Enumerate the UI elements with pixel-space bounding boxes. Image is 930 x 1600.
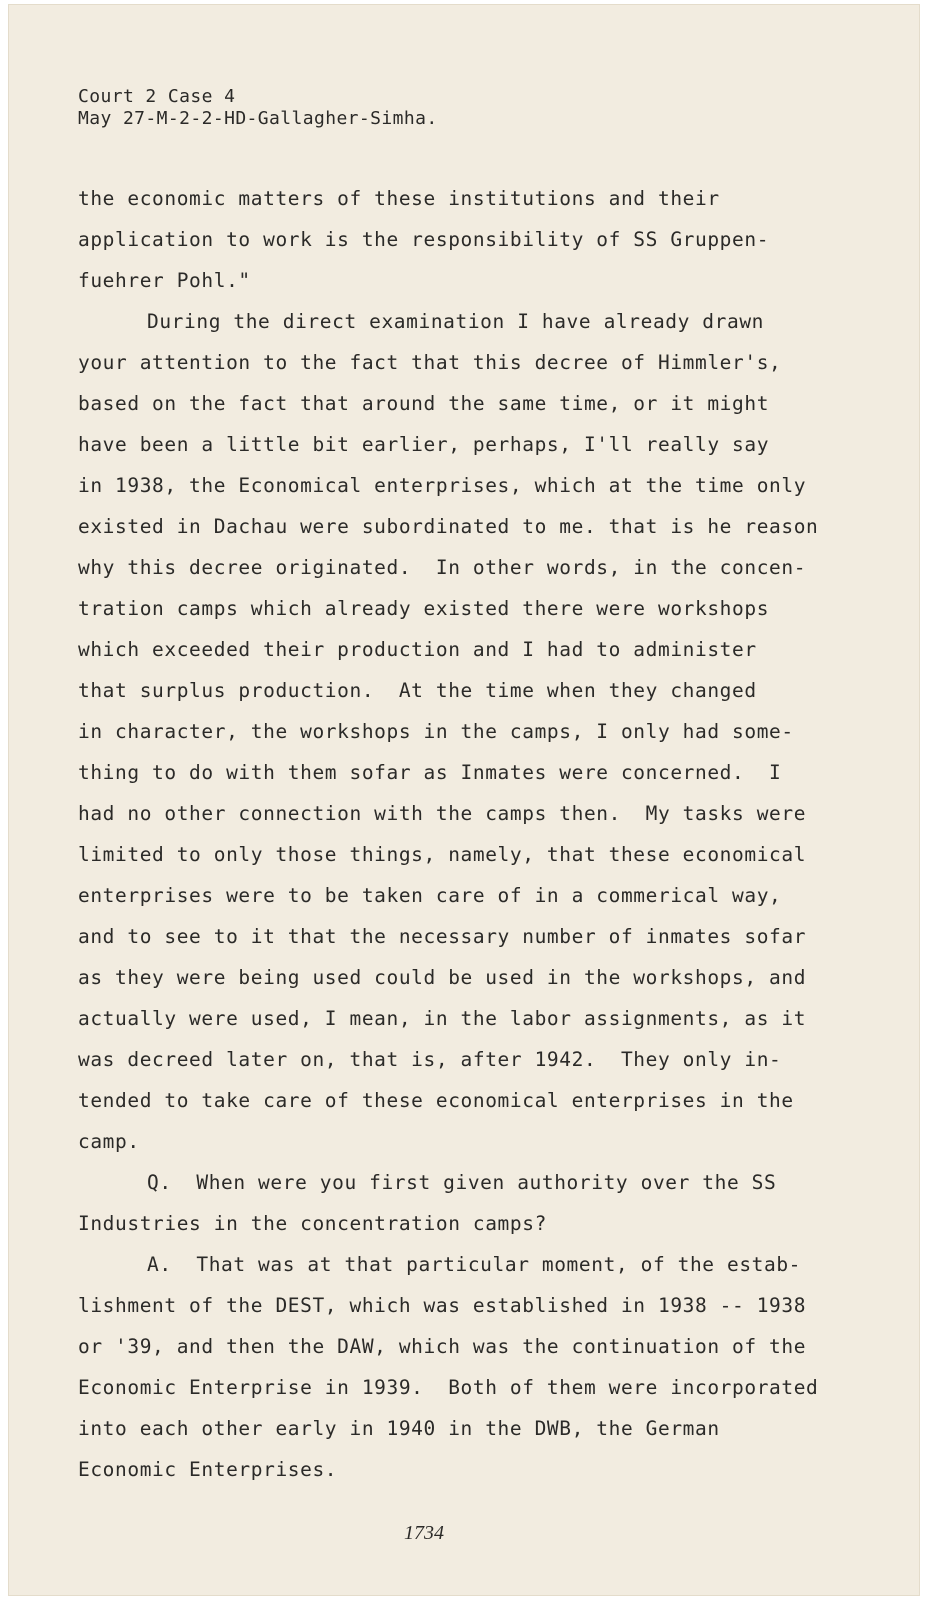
answer-line: Economic Enterprise in 1939. Both of them were incorporated — [78, 1376, 819, 1399]
body-line: had no other connection with the camps then. My tasks were — [78, 802, 807, 825]
answer-line: Economic Enterprises. — [78, 1458, 338, 1481]
body-line: have been a little bit earlier, perhaps, I'll really say — [78, 433, 770, 456]
body-line: why this decree originated. In other words, in the concen- — [78, 556, 807, 579]
body-line: fuehrer Pohl." — [78, 269, 251, 292]
answer-line: A. That was at that particular moment, of the estab- — [147, 1253, 802, 1276]
body-line: that surplus production. At the time when they changed — [78, 679, 757, 702]
question-line: Q. When were you first given authority over the SS — [147, 1171, 777, 1194]
body-line: existed in Dachau were subordinated to me. that is he reason — [78, 515, 819, 538]
body-line: as they were being used could be used in the workshops, and — [78, 966, 807, 989]
body-line: your attention to the fact that this decree of Himmler's, — [78, 351, 782, 374]
body-line: tration camps which already existed there were workshops — [78, 597, 770, 620]
body-line: thing to do with them sofar as Inmates were concerned. I — [78, 761, 782, 784]
page-number: 1734 — [404, 1522, 444, 1544]
answer-line: into each other early in 1940 in the DWB, the German — [78, 1417, 720, 1440]
answer-line: lishment of the DEST, which was established in 1938 -- 1938 — [78, 1294, 807, 1317]
body-line: During the direct examination I have already drawn — [147, 310, 764, 333]
body-line: was decreed later on, that is, after 1942. They only in- — [78, 1048, 782, 1071]
body-line: actually were used, I mean, in the labor assignments, as it — [78, 1007, 807, 1030]
body-line: enterprises were to be taken care of in a commerical way, — [78, 884, 782, 907]
body-line: camp. — [78, 1130, 140, 1153]
body-line: in 1938, the Economical enterprises, which at the time only — [78, 474, 807, 497]
answer-line: or '39, and then the DAW, which was the continuation of the — [78, 1335, 807, 1358]
body-line: application to work is the responsibility of SS Gruppen- — [78, 228, 770, 251]
header-case-line: Court 2 Case 4 — [78, 86, 236, 107]
header-session-line: May 27-M-2-2-HD-Gallagher-Simha. — [78, 108, 438, 129]
question-line: Industries in the concentration camps? — [78, 1212, 547, 1235]
body-line: and to see to it that the necessary number of inmates sofar — [78, 925, 807, 948]
body-line: tended to take care of these economical enterprises in the — [78, 1089, 794, 1112]
body-line: the economic matters of these institutions and their — [78, 187, 720, 210]
body-line: which exceeded their production and I had to administer — [78, 638, 757, 661]
body-line: in character, the workshops in the camps, I only had some- — [78, 720, 794, 743]
body-line: limited to only those things, namely, that these economical — [78, 843, 807, 866]
body-line: based on the fact that around the same time, or it might — [78, 392, 770, 415]
